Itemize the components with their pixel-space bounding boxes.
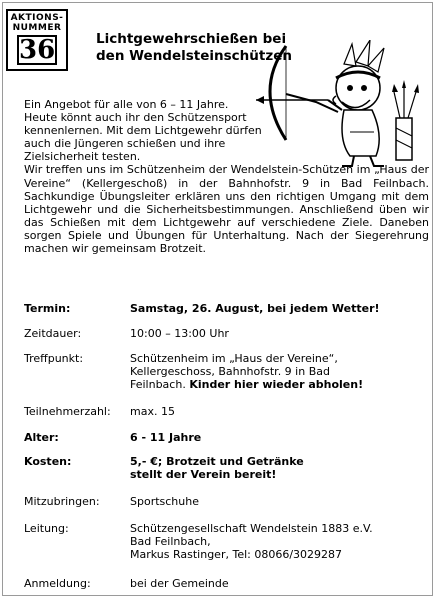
termin-value: Samstag, 26. August, bei jedem Wetter! <box>130 302 380 315</box>
mitzubringen-value: Sportschuhe <box>130 495 199 508</box>
anmeldung-label: Anmeldung: <box>24 577 91 590</box>
leitung-line3: Markus Rastinger, Tel: 08066/3029287 <box>130 548 343 562</box>
leitung-label: Leitung: <box>24 522 69 535</box>
kosten-line2: stellt der Verein bereit! <box>130 468 277 482</box>
mitzubringen-label: Mitzubringen: <box>24 495 100 508</box>
kosten-line1: 5,- €; Brotzeit und Getränke <box>130 455 304 468</box>
teilnehmerzahl-label: Teilnehmerzahl: <box>24 405 111 418</box>
leitung-line2: Bad Feilnbach, <box>130 535 211 549</box>
leitung-value <box>130 522 420 562</box>
kosten-label: Kosten: <box>24 455 72 468</box>
treffpunkt-line3-text: Feilnbach. <box>130 378 186 392</box>
alter-value: 6 - 11 Jahre <box>130 431 202 444</box>
badge-number: 36 <box>19 35 56 65</box>
leitung-line1: Schützengesellschaft Wendelstein 1883 e.V. <box>130 522 373 535</box>
intro-text <box>24 98 429 255</box>
treffpunkt-label: Treffpunkt: <box>24 352 84 365</box>
treffpunkt-line3 <box>130 378 420 391</box>
zeitdauer-label: Zeitdauer: <box>24 327 82 340</box>
treffpunkt-line2: Kellergeschoss, Bahnhofstr. 9 in Bad <box>130 365 330 379</box>
action-number-badge <box>6 9 68 71</box>
badge-label-line1: AKTIONS- <box>10 13 64 23</box>
alter-label: Alter: <box>24 431 59 444</box>
zeitdauer-value: 10:00 – 13:00 Uhr <box>130 327 229 340</box>
termin-label: Termin: <box>24 302 71 315</box>
pickup-note: Kinder hier wieder abholen! <box>189 378 364 392</box>
anmeldung-value: bei der Gemeinde <box>130 577 229 590</box>
intro-paragraph-1: Ein Angebot für alle von 6 – 11 Jahre. Heute könnt auch ihr den Schützensport kennenlernen. Mit dem Lichtgewehr dürfen auch die Jüngeren schießen und ihre Zielsicherheit testen. <box>24 98 262 164</box>
kosten-value <box>130 455 420 481</box>
intro-paragraph-2: Wir treffen uns im Schützenheim der Wendelstein-Schützen im „Haus der Vereine“ (Kellergeschoß) in der Bahnhofstr. 9 in Bad Feilnbach. Sachkundige Übungsleiter erklären uns den richtigen Umgang mit dem Lichtgewehr und die Sicherheitsbestimmungen. Anschließend üben wir das Schießen mit dem Lichtgewehr auf verschiedene Ziele. Daneben sorgen Spiele und Übungen für Unterhaltung. Nach der Siegerehrung machen wir gemeinsam Brotzeit. <box>24 163 429 256</box>
title-line2: den Wendelsteinschützen <box>96 48 292 64</box>
treffpunkt-line1: Schützenheim im „Haus der Vereine“, <box>130 352 338 365</box>
treffpunkt-value <box>130 352 420 392</box>
title-line1: Lichtgewehrschießen bei <box>96 31 287 47</box>
badge-label-line2: NUMMER <box>12 23 62 33</box>
teilnehmerzahl-value: max. 15 <box>130 405 175 418</box>
